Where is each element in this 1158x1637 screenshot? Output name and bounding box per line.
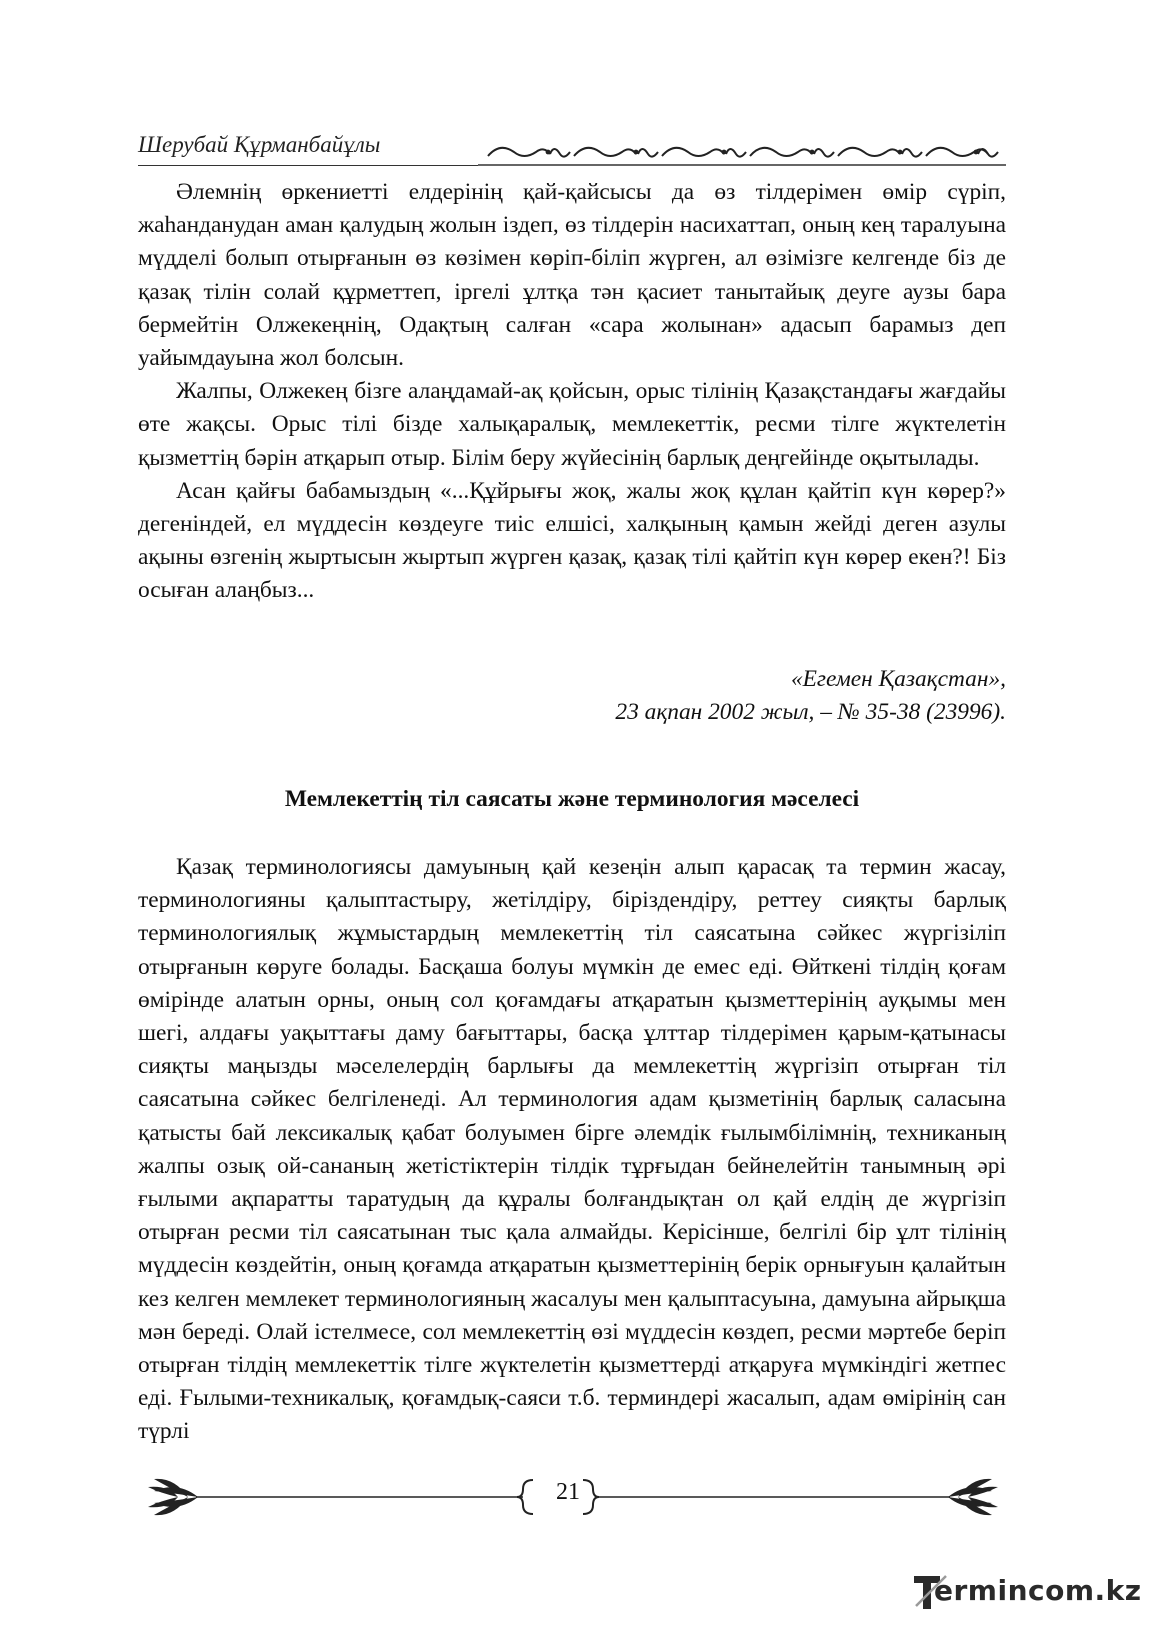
body-text-bottom xyxy=(138,851,1006,1449)
source-line-date: 23 ақпан 2002 жыл, – № 35-38 (23996). xyxy=(615,699,1006,725)
paragraph: Асан қайғы бабамыздың «...Құйрығы жоқ, жалы жоқ құлан қайтіп күн көрер?» дегеніндей, ел мүддесін көздеуге тиіс елшісі, халқының қамын жейді деген азулы ақыны өзгенің жыртысын жыртып жүрген қазақ, қазақ тілі қайтіп күн көрер екен?! Біз осыған алаңбыз... xyxy=(138,477,1006,604)
source-citation xyxy=(615,663,1006,729)
watermark-text: ermincom.kz xyxy=(934,1574,1142,1607)
paragraph: Жалпы, Олжекең бізге алаңдамай-ақ қойсын, орыс тілінің Қазақстандағы жағдайы өте жақсы. Орыс тілі бізде халықаралық, мемлекеттік, ресми тілге жүктелетін қызметтің бәрін атқарып отыр. Білім беру жүйесінің барлық деңгейінде оқытылады. xyxy=(138,378,1006,471)
paragraph: Қазақ терминологиясы дамуының қай кезеңін алып қарасақ та термин жасау, терминологияны қалыптастыру, жетілдіру, біріздендіру, реттеу сияқты барлық терминологиялық жұмыстардың мемлекеттің тіл саясатына сәйкес жүргізіліп отырғанын көруге болады. Басқаша болуы мүмкін де емес еді. Өйткені тілдің қоғам өмірінде алатын орны, оның сол қоғамдағы атқаратын қызметтерінің ауқымы мен шегі, алдағы уақыттағы даму бағыттары, басқа ұлттар тілдерімен қарым-қатынасы сияқты маңызды мәселелердің барлығы да мемлекеттің жүргізіп отырған тіл саясатына сәйкес белгіленеді. Ал терминология адам қызметінің барлық саласына қатысты бай лексикалық қабат болуымен бірге әлемдік ғылымбілімнің, техниканың жалпы озық ой-сананың жетістіктерін тілдік тұрғыдан бейнелейтін танымның әрі ғылыми ақпаратты таратудың да құралы болғандықтан ол қай елдің де жүргізіп отырған ресми тіл саясатынан тыс қала алмайды. Керісінше, белгілі бір ұлт тілінің мүддесін көздейтін, оның қоғамда атқаратын қызметтерінің берік орнығуын қалайтын кез келген мемлекет терминологияның жасалуы мен қалыптасуына, дамуына айрықша мән береді. Олай істелмесе, сол мемлекеттің өзі мүддесін көздеп, ресми мәртебе беріп отырған тілдің мемлекеттік тілге жүктелетін қызметтерді атқаруға мүмкіндігі жетпес еді. Ғылыми-техникалық, қоғамдық-саяси т.б. терминдері жасалып, адам өмірінің сан түрлі xyxy=(138,854,1006,1445)
paragraph: Әлемнің өркениетті елдерінің қай-қайсысы да өз тілдерімен өмір сүріп, жаһанданудан аман қалудың жолын іздеп, өз тілдерін насихаттап, оның кең таралуына мүдделі болып отырғанын өз көзімен көріп-біліп жүрген, ал өзімізге келгенде біз де қазақ тілін солай құрметтеп, іргелі ұлтқа тән қасиет танытайық деуге аузы бара бермейтін Олжекеңнің, Одақтың салған «сара жолынан» адасып барамыз деп уайымдауына жол болсын. xyxy=(138,179,1006,372)
running-header xyxy=(138,132,1006,172)
page-number: 21 xyxy=(556,1479,580,1505)
header-author: Шерубай Құрманбайұлы xyxy=(138,132,381,157)
body-text-top xyxy=(138,176,1006,608)
section-title: Мемлекеттің тіл саясаты және терминология мәселесі xyxy=(284,786,860,812)
watermark xyxy=(912,1572,1142,1612)
header-ornament-icon xyxy=(478,138,1006,168)
source-line-publication: «Егемен Қазақстан», xyxy=(790,666,1006,692)
header-rule xyxy=(138,165,478,166)
